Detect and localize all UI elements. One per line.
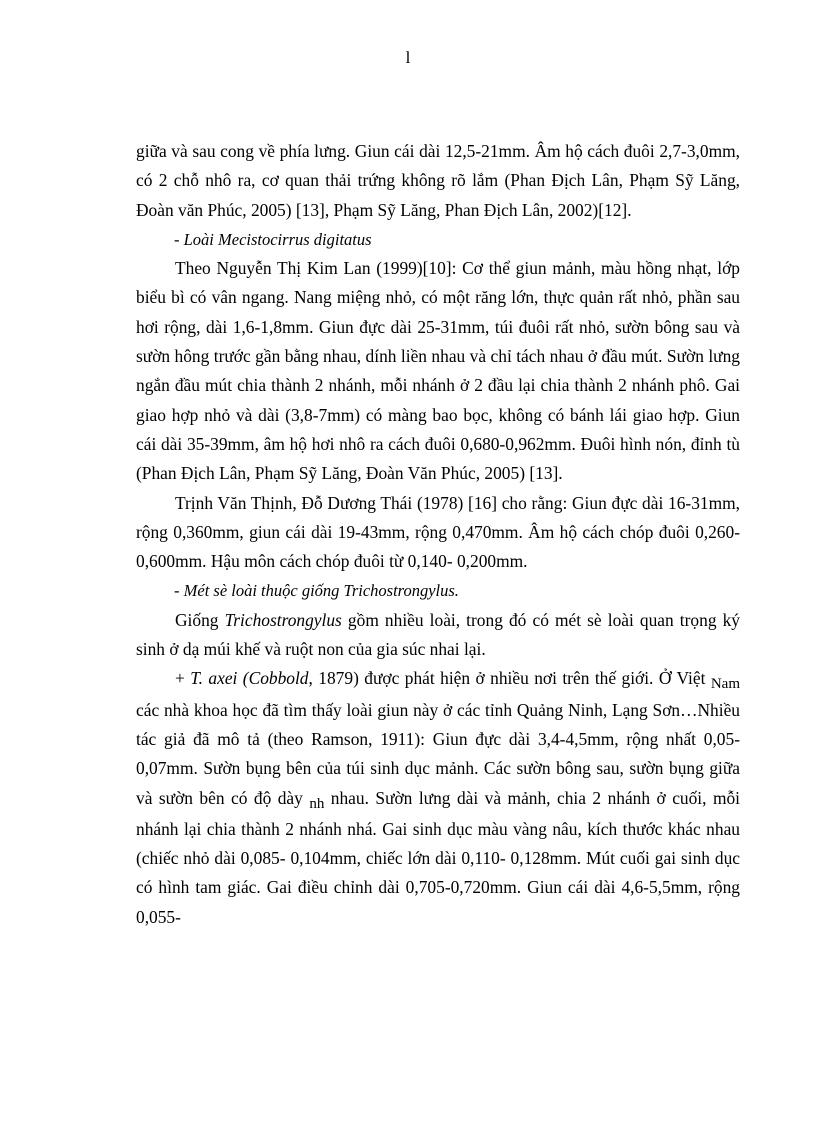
paragraph-mecistocirrus-description: Theo Nguyễn Thị Kim Lan (1999)[10]: Cơ thể giun mảnh, màu hồng nhạt, lớp biểu bì có vân ngang. Nang miệng nhỏ, có một răng lớn, thực quản rất nhỏ, phần sau hơi rộng, dài 1,6-1,8mm. Giun đực dài 25-31mm, túi đuôi rất nhỏ, sườn bông sau và sườn hông trước gần bằng nhau, dính liền nhau và chỉ tách nhau ở đầu mút. Sườn lưng ngắn đầu mút chia thành 2 nhánh, mỗi nhánh ở 2 đầu lại chia thành 2 nhánh phô. Gai giao hợp nhỏ và dài (3,8-7mm) có màng bao bọc, không có bánh lái giao hợp. Giun cái dài 35-39mm, âm hộ hơi nhô ra cách đuôi 0,680-0,962mm. Đuôi hình nón, đỉnh tù (Phan Địch Lân, Phạm Sỹ Lăng, Đoàn Văn Phúc, 2005) [13]. (136, 258, 740, 484)
text-run: nhau. Sườn lưng dài và mảnh, chia 2 nhánh ở cuối, mỗi nhánh lại chia thành 2 nhánh nhá. Gai sinh dục màu vàng nâu, kích thước khác nhau (chiếc nhỏ dài 0,085- 0,104mm, chiếc lớn dài 0,110- 0,128mm. Mút cuối gai sinh dục có hình tam giác. Gai điều chỉnh dài 0,705-0,720mm. Giun cái dài 4,6-5,5mm, rộng 0,055- (136, 787, 741, 927)
text-run: các nhà khoa học đã tìm thấy loài giun này ở các tỉnh Quảng Ninh, Lạng Sơn…Nhiều tác giả đã mô tả (theo Ramson, 1911): Giun đực dài 3,4-4,5mm, rộng nhất 0,05-0,07mm. Sườn bụng bên của túi sinh dục mảnh. Các sườn bông sau, sườn bụng giữa và sườn bên có độ dày (136, 699, 740, 808)
text-run: Giống (175, 609, 225, 630)
text-run: , 1879) được phát hiện ở nhiều nơi trên thế giới. Ở Việt (308, 668, 711, 689)
text-run: gồm nhiều loài, trong đó có mét sè loài quan trọng ký sinh ở dạ múi khế và ruột non của gia súc nhai lại. (136, 609, 740, 660)
section-heading-mecistocirrus: - Loài Mecistocirrus digitatus (174, 229, 372, 249)
page-number: l (405, 48, 411, 67)
paragraph-trinh-van-thinh: Trịnh Văn Thịnh, Đỗ Dương Thái (1978) [16] cho rằng: Giun đực dài 16-31mm, rộng 0,360mm, giun cái dài 19-43mm, rộng 0,470mm. Âm hộ cách chóp đuôi 0,260- 0,600mm. Hậu môn cách chóp đuôi từ 0,140- 0,200mm. (136, 492, 740, 572)
paragraph-t-axei (136, 664, 740, 932)
paragraph-continuation: giữa và sau cong về phía lưng. Giun cái dài 12,5-21mm. Âm hộ cách đuôi 2,7-3,0mm, có 2 chỗ nhô ra, cơ quan thải trứng không rõ lắm (Phan Địch Lân, Phạm Sỹ Lăng, Đoàn văn Phúc, 2005) [13], Phạm Sỹ Lăng, Phan Địch Lân, 2002)[12]. (136, 141, 740, 220)
genus-name: Trichostrongylus (224, 609, 342, 630)
text-run: + (175, 668, 191, 689)
species-name: T. axei (Cobbold (190, 668, 309, 689)
subscript-fragment: nh (309, 795, 325, 812)
document-body (136, 137, 740, 932)
paragraph-trichostrongylus-genus (136, 606, 740, 665)
section-heading-trichostrongylus: - Mét sè loài thuộc giống Trichostrongylus. (174, 581, 459, 601)
subscript-fragment: Nam (710, 676, 741, 693)
